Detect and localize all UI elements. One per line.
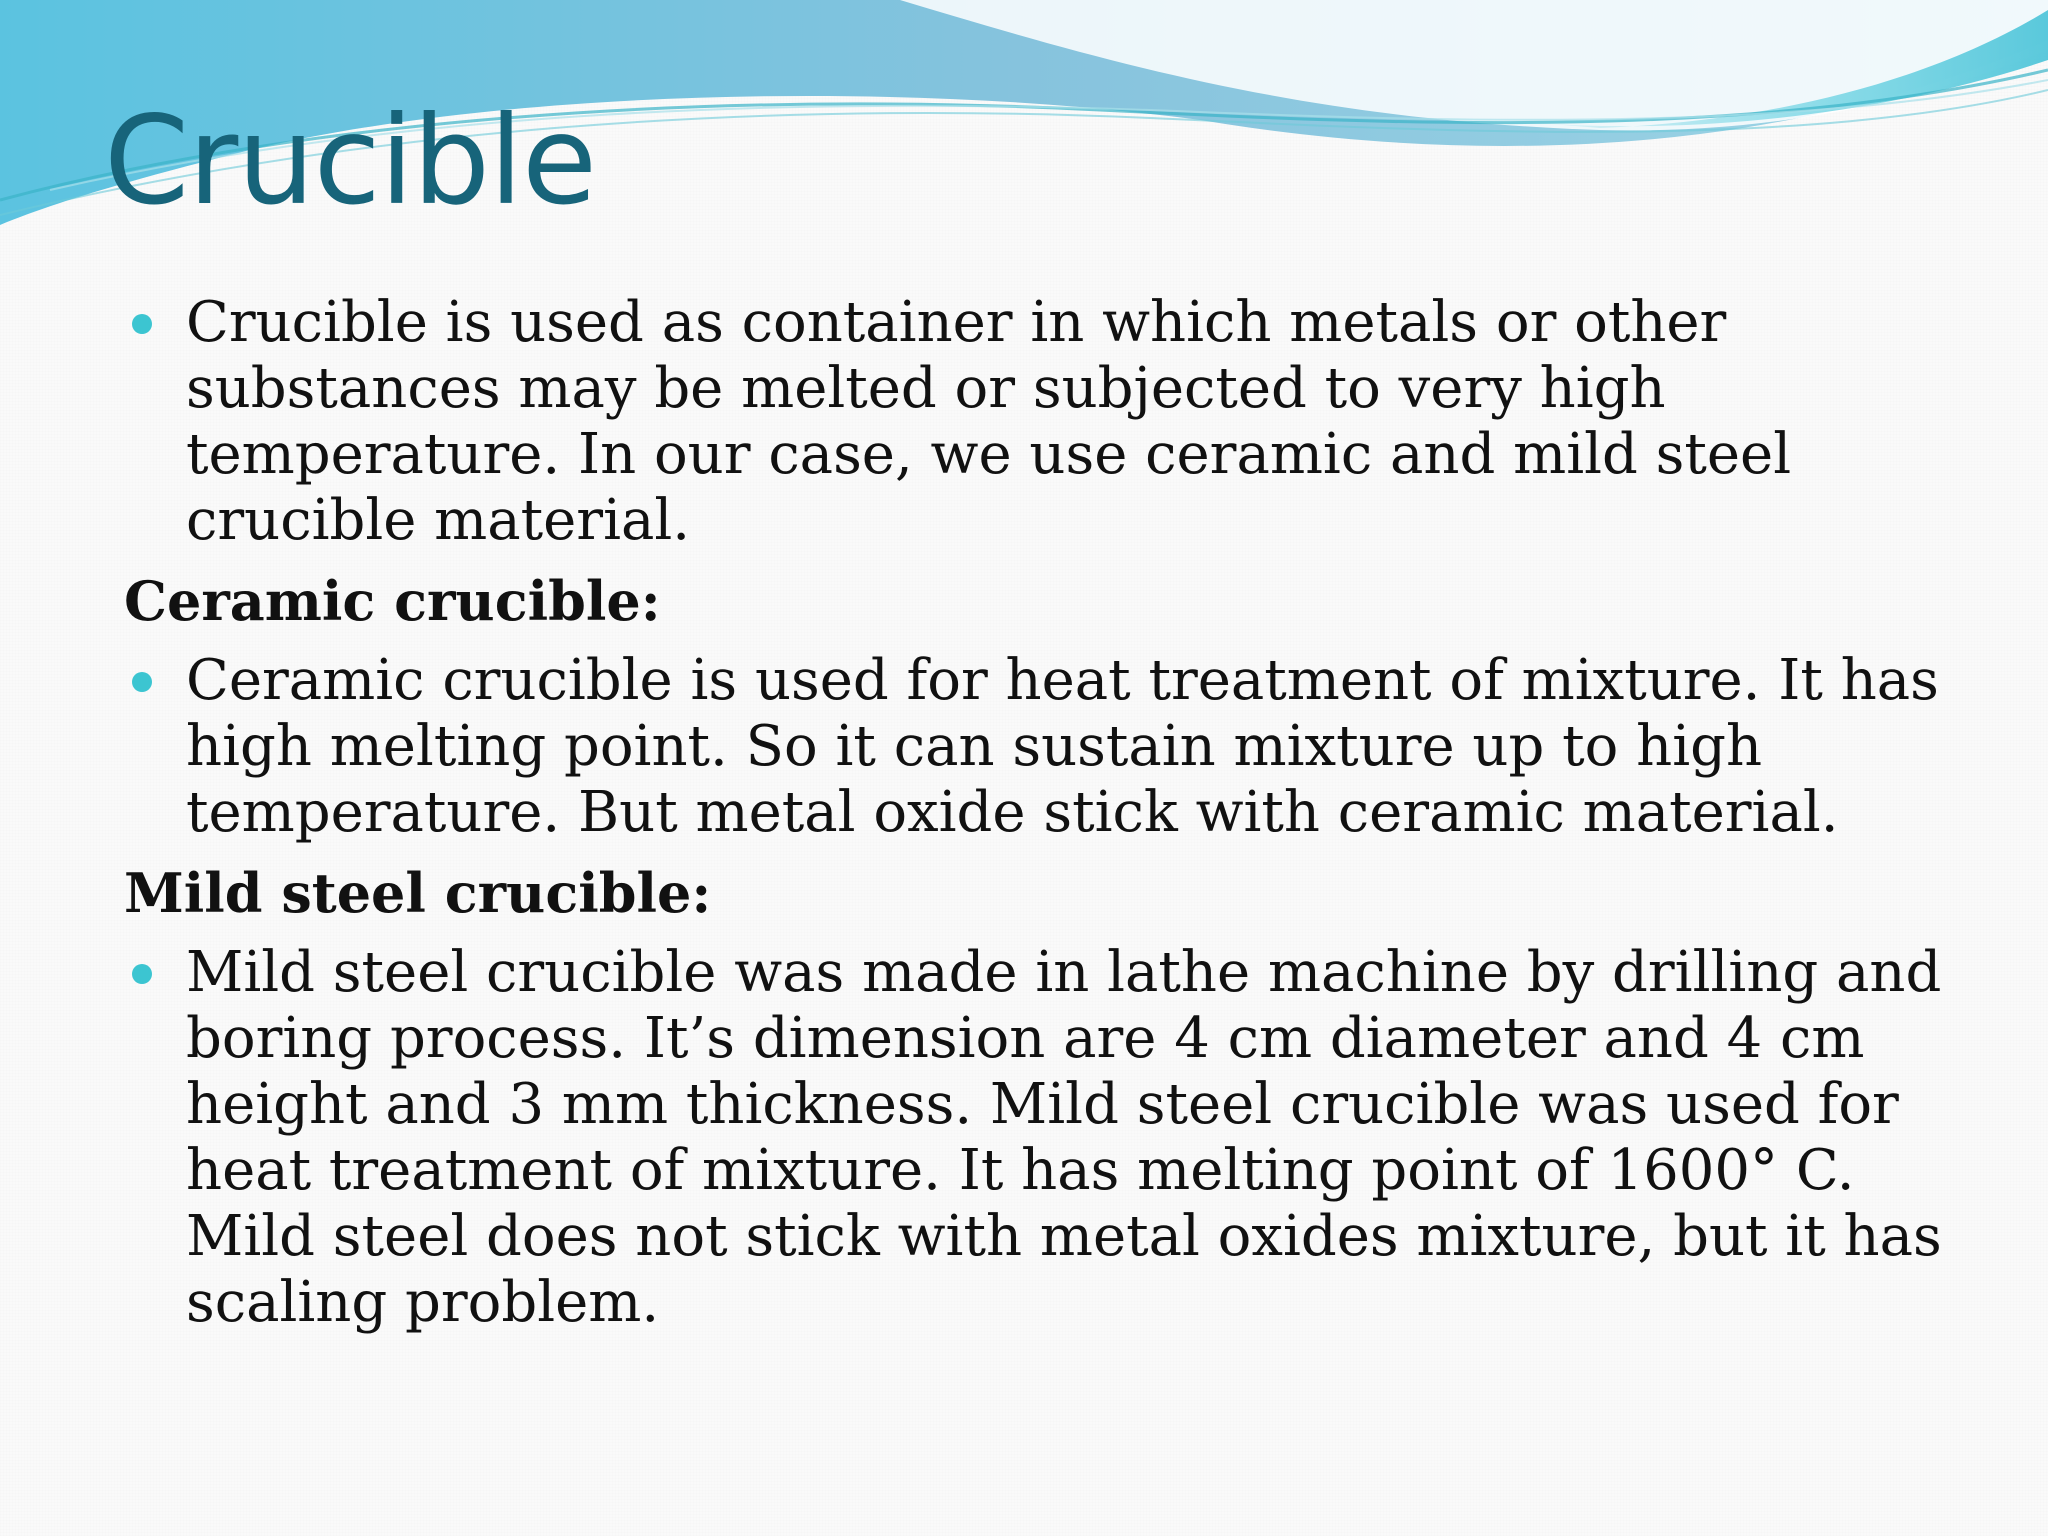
bullet-text: Ceramic crucible is used for heat treatment of mixture. It has high melting point. So it can sustain mixture up to high temperature. But metal oxide stick with ceramic material. bbox=[186, 648, 1939, 845]
bullet-text: Mild steel crucible was made in lathe machine by drilling and boring process. It’s dimension are 4 cm diameter and 4 cm height and 3 mm thickness. Mild steel crucible was used for heat treatment of mixture. It has melting point of 1600° C. Mild steel does not stick with metal oxides mixture, but it has scaling problem. bbox=[186, 940, 1942, 1335]
bullet-dot-icon bbox=[132, 964, 152, 984]
section-heading-ceramic: Ceramic crucible: bbox=[124, 569, 661, 633]
slide-title: Crucible bbox=[104, 90, 597, 232]
bullet-dot-icon bbox=[132, 314, 152, 334]
slide-body bbox=[124, 290, 1944, 1336]
bullet-item-crucible bbox=[124, 290, 1944, 554]
section-heading-mild-steel: Mild steel crucible: bbox=[124, 861, 712, 925]
bullet-item-mild-steel bbox=[124, 940, 1944, 1336]
bullet-item-ceramic bbox=[124, 648, 1944, 846]
bullet-text: Crucible is used as container in which metals or other substances may be melted or subjected to very high temperature. In our case, we use ceramic and mild steel crucible material. bbox=[186, 290, 1792, 553]
bullet-dot-icon bbox=[132, 672, 152, 692]
